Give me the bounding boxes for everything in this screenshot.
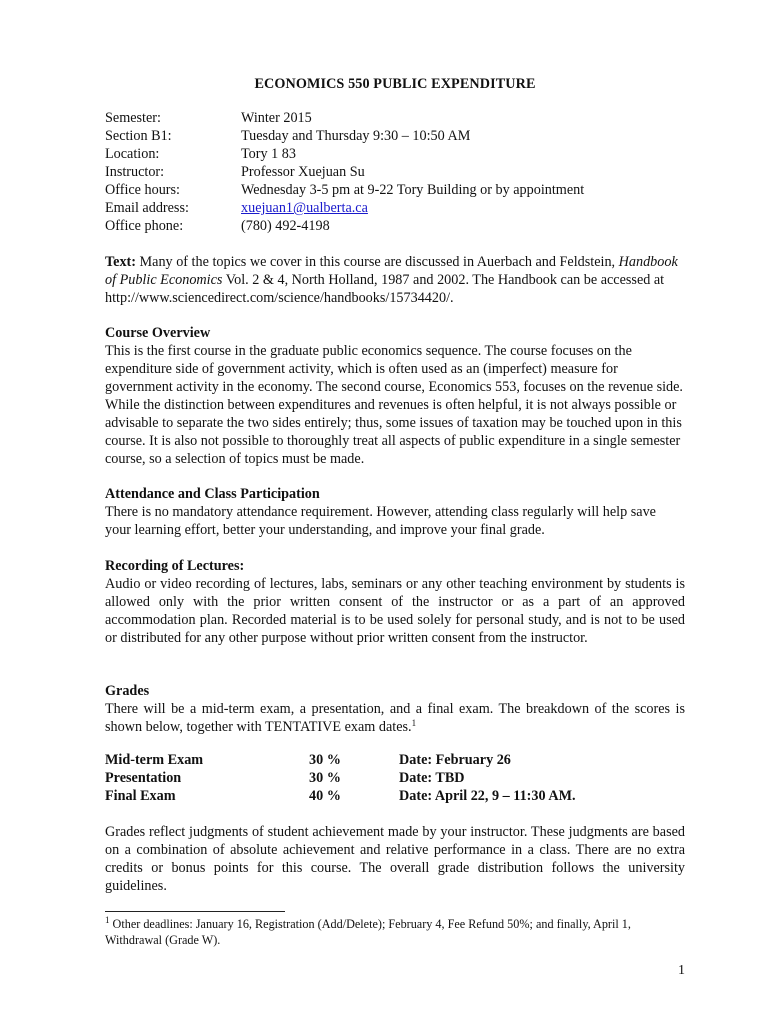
grade-item-weight: 30 %	[309, 770, 341, 786]
grades-policy	[105, 823, 685, 895]
grade-item-weight: 30 %	[309, 752, 341, 768]
footnote-mark: 1	[105, 915, 110, 925]
info-label: Email address:	[105, 200, 189, 216]
text-body-part: Many of the topics we cover in this course are discussed in Auerbach and Feldstein,	[136, 254, 619, 270]
page-number: 1	[678, 963, 685, 978]
grade-item-date: Date: April 22, 9 – 11:30 AM.	[399, 788, 576, 804]
grade-item-weight: 40 %	[309, 788, 341, 804]
attendance-section	[105, 485, 685, 539]
page-title: ECONOMICS 550 PUBLIC EXPENDITURE	[254, 76, 536, 92]
section-body	[105, 700, 685, 736]
info-row-instructor	[105, 163, 685, 181]
text-paragraph	[105, 253, 685, 307]
table-row	[105, 751, 685, 769]
info-label: Semester:	[105, 110, 161, 126]
info-value: Winter 2015	[241, 110, 312, 126]
grade-item-date: Date: TBD	[399, 770, 465, 786]
grades-intro: There will be a mid-term exam, a presentation, and a final exam. The breakdown of the scores is shown below, together with TENTATIVE exam dates.	[105, 701, 685, 735]
section-body: This is the first course in the graduate public economics sequence. The course focuses on the expenditure side of government activity, which is often used as an (imperfect) measure for government activity in the economy. The second course, Economics 553, focuses on the revenue side. While the distinction between expenditures and revenues is often helpful, it is not always possible or advisable to separate the two sides entirely; thus, some issues of taxation may be touched upon in this course. It is also not possible to thoroughly treat all aspects of public expenditure in a single semester course, so a selection of topics must be made.	[105, 343, 683, 467]
info-value: Tory 1 83	[241, 146, 296, 162]
info-value: Professor Xuejuan Su	[241, 164, 365, 180]
section-heading: Recording of Lectures:	[105, 558, 245, 574]
section-heading: Course Overview	[105, 325, 211, 341]
info-row-phone	[105, 217, 685, 235]
info-row-semester	[105, 109, 685, 127]
table-row	[105, 769, 685, 787]
info-label: Instructor:	[105, 164, 165, 180]
grade-item-date: Date: February 26	[399, 752, 511, 768]
text-label: Text:	[105, 254, 136, 270]
footnote-divider	[105, 911, 285, 912]
grade-item-name: Mid-term Exam	[105, 752, 204, 768]
info-label: Office hours:	[105, 182, 180, 198]
info-row-office-hours	[105, 181, 685, 199]
info-label: Section B1:	[105, 128, 172, 144]
info-value: Wednesday 3-5 pm at 9-22 Tory Building or by appointment	[241, 182, 585, 198]
info-row-section	[105, 127, 685, 145]
section-heading: Grades	[105, 683, 150, 699]
footnote-reference[interactable]: 1	[411, 718, 417, 728]
course-info-list	[105, 109, 685, 235]
recording-section	[105, 557, 685, 647]
footnote-text: Other deadlines: January 16, Registration (Add/Delete); February 4, Fee Refund 50%; and finally, April 1, Withdrawal (Grade W).	[105, 917, 631, 947]
section-body: There is no mandatory attendance requirement. However, attending class regularly will help save your learning effort, better your understanding, and improve your final grade.	[105, 504, 656, 538]
section-heading: Attendance and Class Participation	[105, 486, 320, 502]
info-value: Tuesday and Thursday 9:30 – 10:50 AM	[241, 128, 471, 144]
grade-item-name: Final Exam	[105, 788, 176, 804]
info-row-email	[105, 199, 685, 217]
section-body: Grades reflect judgments of student achievement made by your instructor. These judgments are based on a combination of absolute achievement and relative performance in a class. There are no extra credits or bonus points for this course. The overall grade distribution follows the university guidelines.	[105, 824, 685, 894]
course-overview-section	[105, 324, 685, 468]
info-row-location	[105, 145, 685, 163]
text-section	[105, 253, 685, 307]
grade-item-name: Presentation	[105, 770, 182, 786]
text-body-part: Vol. 2 & 4, North Holland, 1987 and 2002. The Handbook can be accessed at http://www.sciencedirect.com/science/handbooks/15734420/.	[105, 272, 665, 306]
book-title: Handbook of Public Economics	[105, 254, 678, 288]
table-row	[105, 787, 685, 805]
info-value: (780) 492-4198	[241, 218, 330, 234]
info-label: Location:	[105, 146, 160, 162]
footnote	[105, 916, 685, 948]
email-link[interactable]: xuejuan1@ualberta.ca	[241, 200, 368, 216]
info-label: Office phone:	[105, 218, 184, 234]
grades-section	[105, 682, 685, 736]
grades-table	[105, 751, 685, 805]
section-body: Audio or video recording of lectures, labs, seminars or any other teaching environment by students is allowed only with the prior written consent of the instructor or as a part of an approved accommodation plan. Recorded material is to be used solely for personal study, and is not to be used or distributed for any other purpose without prior written consent from the instructor.	[105, 576, 685, 646]
